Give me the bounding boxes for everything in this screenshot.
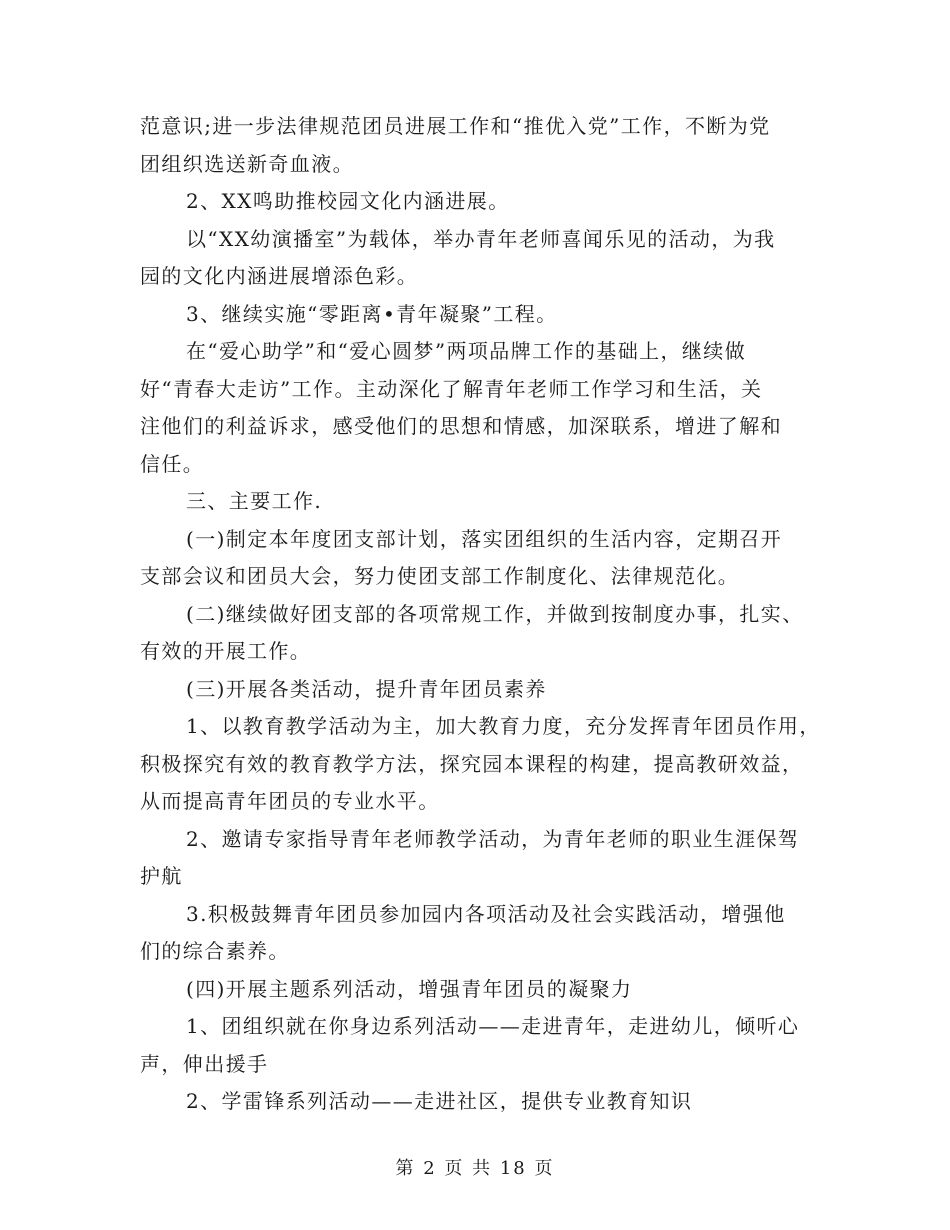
text-line: 注他们的利益诉求，感受他们的思想和情感，加深联系，增进了解和 [140,414,782,438]
text-line: 以“XX幼演播室”为载体，举办青年老师喜闻乐见的活动，为我 [186,226,776,251]
paragraph [140,896,820,971]
text-line: 积极探究有效的教育教学方法，探究园本课程的构建，提高教研效益， [140,751,804,776]
paragraph [140,183,820,221]
text-line: 在“爱心助学”和“爱心圆梦”两项品牌工作的基础上，继续做 [186,339,747,363]
text-line: 3.积极鼓舞青年团员参加园内各项活动及社会实践活动，增强他 [186,901,786,926]
paragraph [140,1008,820,1083]
paragraph [140,296,820,334]
text-line: 园的文化内涵进展增添色彩。 [140,264,419,288]
text-line: 好“青春大走访”工作。主动深化了解青年老师工作学习和生活，关 [140,376,763,401]
text-line: (三)开展各类活动，提升青年团员素养 [186,676,547,701]
text-line: (四)开展主题系列活动，增强青年团员的凝聚力 [186,976,633,1001]
text-line: 护航 [140,864,183,888]
paragraph [140,971,820,1009]
text-line: (一)制定本年度团支部计划，落实团组织的生活内容，定期召开 [186,526,783,551]
paragraph [140,521,820,596]
text-line: 们的综合素养。 [140,939,290,963]
page-number-footer: 第 2 页 共 18 页 [395,1158,555,1179]
text-line: (二)继续做好团支部的各项常规工作，并做到按制度办事，扎实、 [186,601,804,626]
document-body [140,108,820,1121]
text-line: 支部会议和团员大会，努力使团支部工作制度化、法律规范化。 [140,564,740,588]
text-line: 范意识;进一步法律规范团员进展工作和“推优入党”工作，不断为党 [140,114,771,138]
text-line: 信任。 [140,451,205,476]
text-line: 1、团组织就在你身边系列活动——走进青年，走进幼儿，倾听心 [186,1014,800,1038]
text-line: 有效的开展工作。 [140,639,312,663]
text-line: 2、邀请专家指导青年老师教学活动，为青年老师的职业生涯保驾 [186,826,800,851]
paragraph [140,333,820,483]
paragraph [140,708,820,821]
paragraph [140,596,820,671]
text-line: 3、继续实施“零距离•青年凝聚”工程。 [186,301,558,326]
text-line: 从而提高青年团员的专业水平。 [140,789,440,813]
paragraph [140,1083,820,1121]
text-line: 三、主要工作. [186,489,323,513]
text-line: 2、XX鸣助推校园文化内涵进展。 [186,189,510,213]
paragraph [140,221,820,296]
text-line: 2、学雷锋系列活动——走进社区，提供专业教育知识 [186,1089,693,1113]
paragraph [140,821,820,896]
paragraph [140,671,820,709]
text-line: 团组织选送新奇血液。 [140,151,354,176]
text-line: 声，伸出援手 [140,1051,269,1076]
paragraph [140,108,820,183]
paragraph [140,483,820,521]
text-line: 1、以教育教学活动为主，加大教育力度，充分发挥青年团员作用， [186,714,821,738]
